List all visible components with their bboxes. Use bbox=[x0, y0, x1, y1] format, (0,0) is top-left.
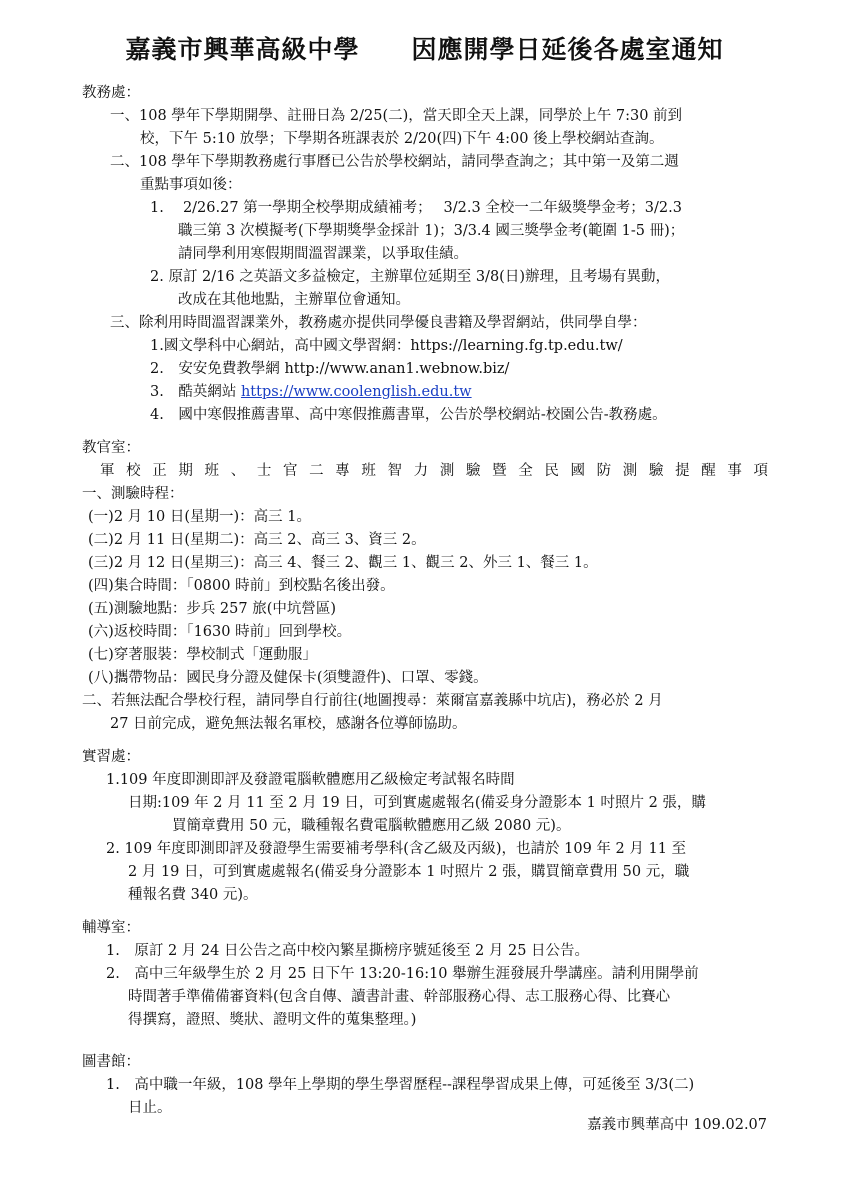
military-subtitle: 軍校正期班、士官二專班智力測驗暨全民國防測驗提醒事項 bbox=[100, 463, 768, 479]
military-item1: 一、測驗時程： bbox=[82, 486, 184, 502]
internship-item2-line3: 種報名費 340 元)。 bbox=[128, 887, 258, 903]
academic-item2-line2: 重點事項如後： bbox=[140, 177, 242, 193]
academic-sub1-line2: 職三第 3 次模擬考(下學期獎學金採計 1)；3/3.4 國三獎學金考(範圍 1-5 冊)； bbox=[178, 223, 685, 239]
library-item1-line2: 日止。 bbox=[128, 1100, 172, 1116]
internship-item1: 1.109 年度即測即評及發證電腦軟體應用乙級檢定考試報名時間 bbox=[106, 772, 515, 788]
internship-item2-line2: 2 月 19 日，可到實處處報名(備妥身分證影本 1 吋照片 2 張，購買簡章費用 50 元，職 bbox=[128, 864, 690, 880]
academic-sub1-line1: 1. 2/26.27 第一學期全校學期成績補考； 3/2.3 全校一二年級獎學金考；3/2.3 bbox=[150, 200, 682, 216]
link-chinese-learning: 1.國文學科中心網站，高中國文學習網：https://learning.fg.tp.edu.tw/ bbox=[150, 338, 623, 354]
counseling-item1: 1. 原訂 2 月 24 日公告之高中校內繁星撕榜序號延後至 2 月 25 日公告。 bbox=[106, 943, 590, 959]
library-heading: 圖書館： bbox=[82, 1054, 140, 1070]
military-schedule-1: (一)2 月 10 日(星期一)：高三 1。 bbox=[88, 509, 311, 525]
internship-item1-date1: 日期:109 年 2 月 11 至 2 月 19 日，可到實處處報名(備妥身分證影本 1 吋照片 2 張，購 bbox=[128, 795, 706, 811]
academic-heading: 教務處： bbox=[82, 85, 140, 101]
academic-sub1-line3: 請同學利用寒假期間溫習課業，以爭取佳績。 bbox=[178, 246, 468, 262]
military-schedule-2: (二)2 月 11 日(星期二)：高三 2、高三 3、資三 2。 bbox=[88, 532, 426, 548]
military-item2-line2: 27 日前完成，避免無法報名軍校，感謝各位導師協助。 bbox=[110, 716, 467, 732]
military-heading: 教官室： bbox=[82, 440, 140, 456]
link-coolenglish-line bbox=[150, 382, 472, 402]
internship-heading: 實習處： bbox=[82, 749, 140, 765]
military-item2-line1: 二、若無法配合學校行程，請同學自行前往(地圖搜尋：萊爾富嘉義縣中坑店)，務必於 2 月 bbox=[82, 693, 663, 709]
academic-item2-line1: 二、108 學年下學期教務處行事曆已公告於學校網站，請同學查詢之；其中第一及第二週 bbox=[110, 154, 679, 170]
library-item1-line1: 1. 高中職一年級，108 學年上學期的學生學習歷程--課程學習成果上傳，可延後至 3/3(二) bbox=[106, 1077, 695, 1093]
military-schedule-6: (六)返校時間：「1630 時前」回到學校。 bbox=[88, 624, 352, 640]
academic-item3-line1: 三、除利用時間溫習課業外，教務處亦提供同學優良書籍及學習網站，供同學自學： bbox=[110, 315, 647, 331]
counseling-item2-line3: 得撰寫，證照、獎狀、證明文件的蒐集整理。) bbox=[128, 1012, 417, 1028]
military-schedule-4: (四)集合時間：「0800 時前」到校點名後出發。 bbox=[88, 578, 395, 594]
military-schedule-5: (五)測驗地點：步兵 257 旅(中坑營區) bbox=[88, 601, 337, 617]
internship-item1-date2: 買簡章費用 50 元，職種報名費電腦軟體應用乙級 2080 元)。 bbox=[172, 818, 571, 834]
counseling-item2-line1: 2. 高中三年級學生於 2 月 25 日下午 13:20-16:10 舉辦生涯發展升學講座。請利用開學前 bbox=[106, 966, 699, 982]
counseling-item2-line2: 時間著手準備備審資料(包含自傳、讀書計畫、幹部服務心得、志工服務心得、比賽心 bbox=[128, 989, 671, 1005]
military-schedule-7: (七)穿著服裝：學校制式「運動服」 bbox=[88, 647, 317, 663]
signature-date: 嘉義市興華高中 109.02.07 bbox=[587, 1117, 767, 1133]
military-schedule-3: (三)2 月 12 日(星期三)：高三 4、餐三 2、觀三 1、觀三 2、外三 1、餐三 1。 bbox=[88, 555, 598, 571]
academic-sub2-line1: 2. 原訂 2/16 之英語文多益檢定，主辦單位延期至 3/8(日)辦理，且考場有異動， bbox=[150, 269, 670, 285]
military-schedule-8: (八)攜帶物品：國民身分證及健保卡(須雙證件)、口罩、零錢。 bbox=[88, 670, 488, 686]
document-title: 嘉義市興華高級中學 因應開學日延後各處室通知 bbox=[125, 35, 724, 64]
link-reading-list: 4. 國中寒假推薦書單、高中寒假推薦書單，公告於學校網站-校園公告-教務處。 bbox=[150, 407, 667, 423]
link-coolenglish-prefix: 3. 酷英網站 bbox=[150, 384, 241, 400]
coolenglish-link[interactable]: https://www.coolenglish.edu.tw bbox=[240, 384, 472, 400]
academic-sub2-line2: 改成在其他地點，主辦單位會通知。 bbox=[178, 292, 410, 308]
link-anan-teaching: 2. 安安免費教學網 http://www.anan1.webnow.biz/ bbox=[150, 361, 510, 377]
counseling-heading: 輔導室： bbox=[82, 920, 140, 936]
internship-item2-line1: 2. 109 年度即測即評及發證學生需要補考學科(含乙級及丙級)，也請於 109 年 2 月 11 至 bbox=[106, 841, 687, 857]
academic-item1-line2: 校，下午 5:10 放學；下學期各班課表於 2/20(四)下午 4:00 後上學校網站查詢。 bbox=[140, 131, 664, 147]
academic-item1-line1: 一、108 學年下學期開學、註冊日為 2/25(二)，當天即全天上課，同學於上午 7:30 前到 bbox=[110, 108, 683, 124]
